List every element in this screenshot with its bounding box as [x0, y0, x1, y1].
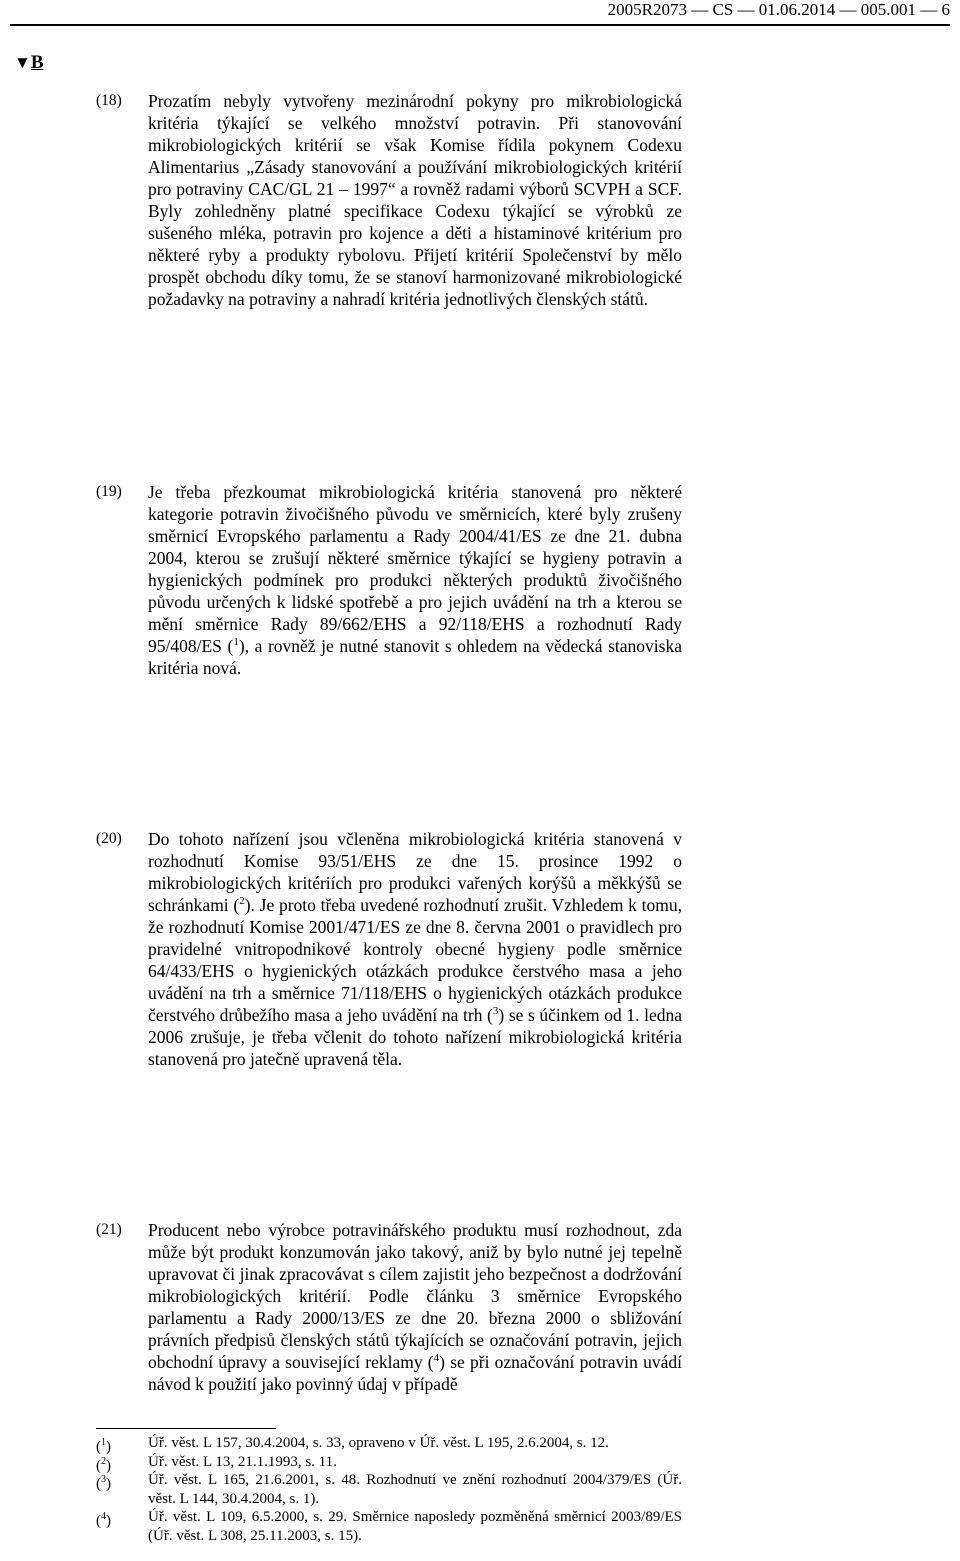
amendment-marker: [14, 52, 44, 74]
header-rule: [10, 24, 950, 26]
footnote-text: Úř. věst. L 157, 30.4.2004, s. 33, opraveno v Úř. věst. L 195, 2.6.2004, s. 12.: [148, 1435, 609, 1451]
page-header: [10, 0, 950, 26]
footnote: ($^3$) Úř. věst. L 165, 21.6.2001, s. 48. Rozhodnutí ve znění rozhodnutí 2004/379/ES (Úř. věst. L 144, 30.4.2004, s. 1).: [96, 1472, 682, 1507]
footnote: ($^4$) Úř. věst. L 109, 6.5.2000, s. 29. Směrnice naposledy pozměněná směrnicí 2003/89/ES (Úř. věst. L 308, 25.11.2003, s. 15).: [96, 1509, 682, 1544]
footnote-text: Úř. věst. L 13, 21.1.1993, s. 11.: [148, 1453, 337, 1470]
footnote-ref: 4: [433, 1352, 440, 1365]
footnote-separator: [96, 1428, 276, 1429]
recital-text: Je třeba přezkoumat mikrobiologická kritéria stanovená pro některé kategorie potravin živočišného původu ve směrnicích, které byly zrušeny směrnicí Evropského parlamentu a Rady 2004/41/ES ze dne 21. dubna 2004, kterou se zrušují některé směrnice týkající se hygieny potravin a hygienických podmínek pro produkci některých produktů živočišného původu určených k lidské spotřebě a pro jejich uvádění na trh a kterou se mění směrnice Rady 89/662/EHS a 92/118/EHS a rozhodnutí Rady 95/408/ES ($^1$), a rovněž je nutné stanovit s ohledem na vědecká stanoviska kritéria nová.: [148, 482, 682, 678]
footnote-text: Úř. věst. L 165, 21.6.2001, s. 48. Rozhodnutí ve znění rozhodnutí 2004/379/ES (Úř. věst. L 144, 30.4.2004, s. 1).: [148, 1472, 682, 1507]
footnote: ($^1$) Úř. věst. L 157, 30.4.2004, s. 33, opraveno v Úř. věst. L 195, 2.6.2004, s. 12.: [96, 1435, 609, 1455]
recital-number: (19): [96, 483, 122, 500]
footnote-text: Úř. věst. L 109, 6.5.2000, s. 29. Směrnice naposledy pozměněná směrnicí 2003/89/ES (Úř. věst. L 308, 25.11.2003, s. 15).: [148, 1509, 682, 1544]
recital-number: (21): [96, 1221, 122, 1238]
document-reference: 2005R2073 — CS — 01.06.2014 — 005.001 — 6: [607, 0, 950, 19]
recital-text: Producent nebo výrobce potravinářského produktu musí rozhodnout, zda může být produkt konzumován jako takový, aniž by bylo nutné jej tepelně upravovat či jinak zpracovávat s cílem zajistit jeho bezpečnost a dodržování mikrobiologických kritérií. Podle článku 3 směrnice Evropského parlamentu a Rady 2000/13/ES ze dne 20. března 2000 o sbližování právních předpisů členských států týkajících se označování potravin, jejich obchodní úpravy a související reklamy ($^4$) se při označování potravin uvádí návod k použití jako povinný údaj v případě: [148, 1220, 682, 1394]
footnote-ref: 2: [239, 895, 245, 908]
recital-number: (20): [96, 830, 122, 847]
footnote-ref: 3: [492, 1005, 499, 1018]
recital-text: Prozatím nebyly vytvořeny mezinárodní pokyny pro mikrobiologická kritéria týkající se velkého množství potravin. Při stanovování mikrobiologických kritérií se však Komise řídila pokynem Codexu Alimentarius „Zásady stanovování a používání mikrobiologických kritérií pro potraviny CAC/GL 21 – 1997“ a rovněž radami výborů SCVPH a SCF. Byly zohledněny platné specifikace Codexu týkající se výrobků ze sušeného mléka, potravin pro kojence a děti a histaminové kritérium pro některé ryby a produkty rybolovu. Přijetí kritérií Společenství by mělo prospět obchodu díky tomu, že se stanoví harmonizované mikrobiologické požadavky na potraviny a nahradí kritéria jednotlivých členských států.: [148, 91, 682, 309]
footnotes: [96, 1434, 682, 1545]
footnote-ref: 1: [233, 636, 239, 649]
amendment-marker-label: B: [30, 52, 44, 73]
recital-text: Do tohoto nařízení jsou včleněna mikrobiologická kritéria stanovená v rozhodnutí Komise 93/51/EHS ze dne 15. prosince 1992 o mikrobiologických kritériích pro produkci vařených korýšů a měkkýšů se schránkami ($^2$). Je proto třeba uvedené rozhodnutí zrušit. Vzhledem k tomu, že rozhodnutí Komise 2001/471/ES ze dne 8. června 2001 o pravidlech pro pravidelné vnitropodnikové kontroly obecné hygieny podle směrnice 64/433/EHS o hygienických otázkách produkce čerstvého masa a jeho uvádění na trh a směrnice 71/118/EHS o hygienických otázkách produkce čerstvého drůbežího masa a jeho uvádění na trh ($^3$) se s účinkem od 1. ledna 2006 zrušuje, je třeba včlenit do tohoto nařízení mikrobiologická kritéria stanovená pro jatečně upravená těla.: [148, 829, 683, 1069]
triangle-down-icon: ▼: [14, 53, 31, 72]
recital-number: (18): [96, 92, 122, 109]
footnote: ($^2$) Úř. věst. L 13, 21.1.1993, s. 11.: [96, 1453, 337, 1474]
